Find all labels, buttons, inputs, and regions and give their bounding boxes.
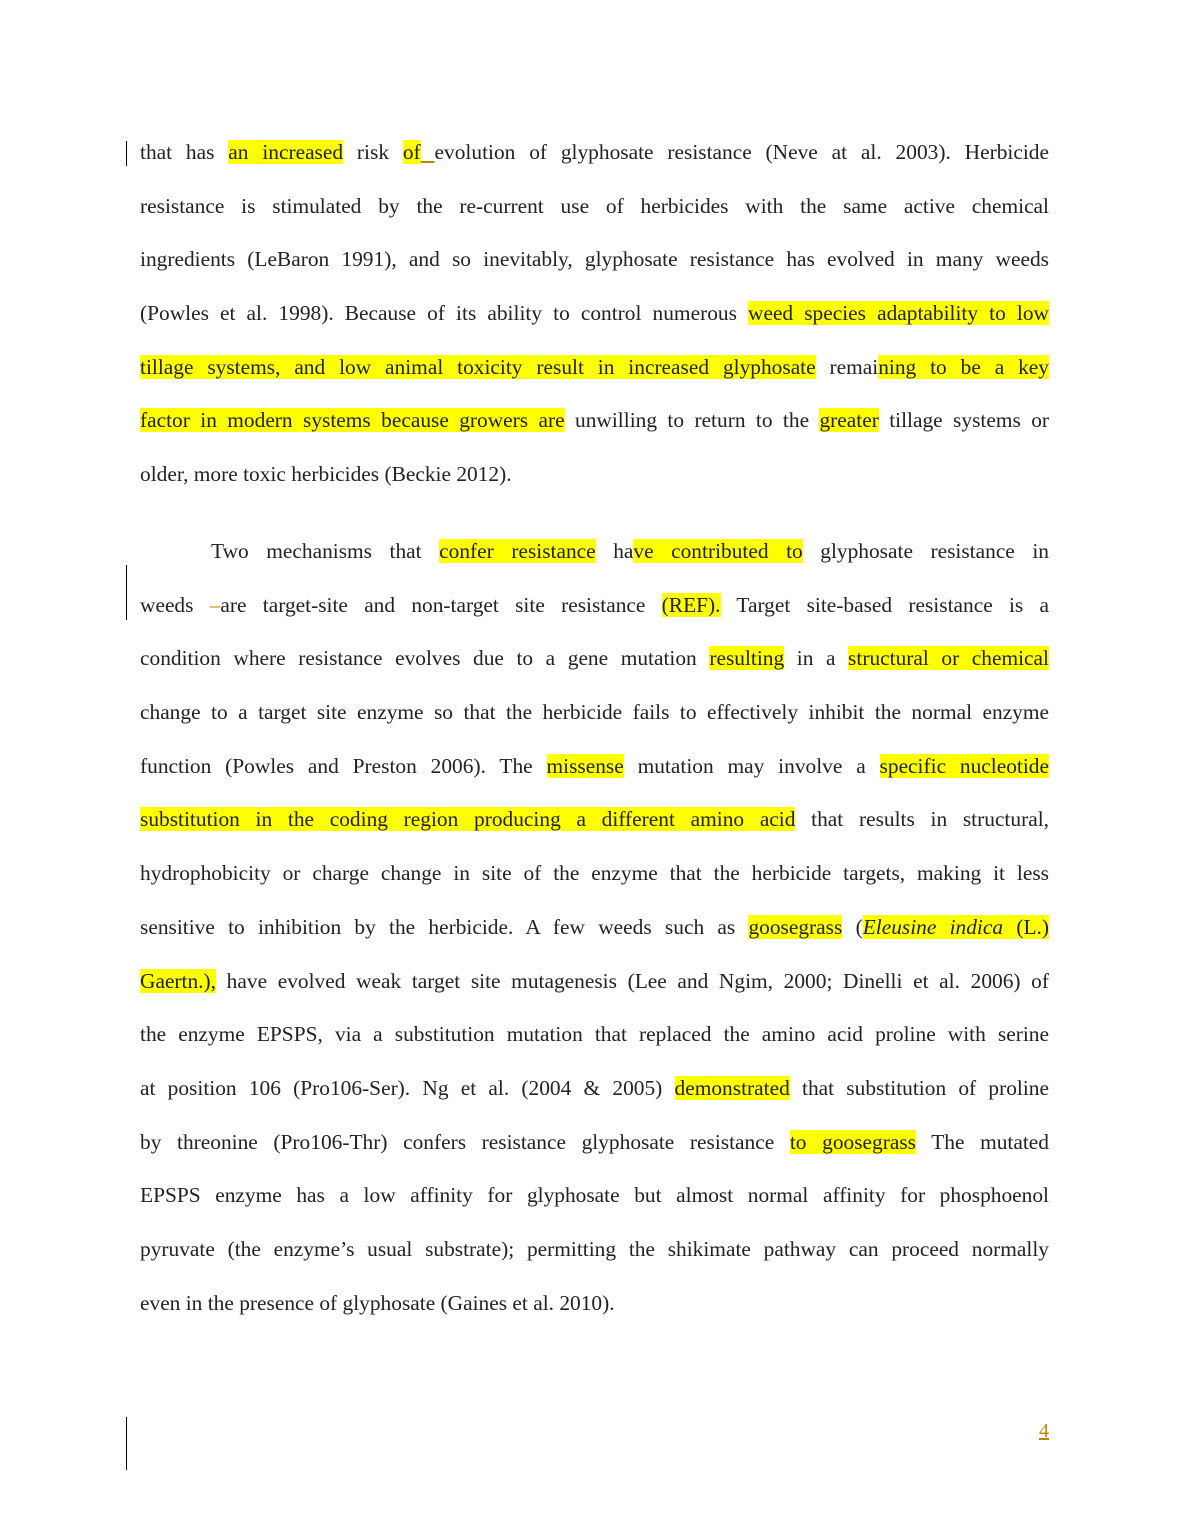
- change-bar: [126, 1417, 127, 1470]
- highlighted-text: ning to be a key: [878, 354, 1049, 379]
- paragraph-1: [140, 126, 1049, 502]
- highlighted-text: of: [402, 140, 421, 164]
- text-run: that results in structural,: [795, 807, 1049, 832]
- paragraph-2: [140, 525, 1049, 1330]
- text-line: [140, 126, 1049, 180]
- text-run: are target-site and non-target site resistance: [220, 592, 662, 617]
- text-run: that has: [140, 140, 229, 164]
- highlighted-text: greater: [819, 408, 879, 433]
- highlighted-text: resulting: [709, 646, 785, 671]
- highlighted-text: an increased: [228, 140, 344, 164]
- highlighted-text: confer resistance: [439, 539, 596, 563]
- change-bar: [126, 565, 127, 620]
- text-line: [140, 686, 1049, 740]
- highlighted-text: goosegrass: [748, 914, 843, 939]
- text-run: ha: [595, 539, 634, 563]
- text-run: The mutated: [915, 1129, 1049, 1154]
- text-line: [140, 287, 1049, 341]
- highlighted-text: Eleusine indica: [862, 914, 1004, 939]
- text-run: have evolved weak target site mutagenesis (Lee and Ngim, 2000; Dinelli et al. 2006) of: [216, 968, 1049, 993]
- text-run: (: [842, 914, 863, 939]
- highlighted-text: missense: [546, 753, 624, 778]
- change-bar: [126, 141, 127, 166]
- text-run: ingredients (LeBaron 1991), and so inevitably, glyphosate resistance has evolved in many weeds: [140, 247, 1049, 272]
- text-run: resistance is stimulated by the re-current use of herbicides with the same active chemical: [140, 193, 1049, 218]
- text-run: by threonine (Pro106-Thr) confers resistance glyphosate resistance: [140, 1129, 790, 1154]
- text-line: [140, 847, 1049, 901]
- highlighted-text: Gaertn.),: [140, 968, 217, 993]
- highlighted-text: (L.): [1003, 914, 1049, 939]
- text-run: function (Powles and Preston 2006). The: [140, 753, 547, 778]
- text-line: [140, 1116, 1049, 1170]
- text-run: evolution of glyphosate resistance (Neve at al. 2003). Herbicide: [434, 140, 1049, 164]
- text-run: EPSPS enzyme has a low affinity for glyphosate but almost normal affinity for phosphoenol: [140, 1183, 1049, 1208]
- text-run: older, more toxic herbicides (Beckie 2012).: [140, 462, 512, 487]
- text-line: [140, 955, 1049, 1009]
- text-run: tillage systems or: [878, 408, 1049, 433]
- text-line: [140, 1223, 1049, 1277]
- text-line: [140, 579, 1049, 633]
- text-run: remai: [815, 354, 879, 379]
- highlighted-text: structural or chemical: [848, 646, 1049, 671]
- text-run: condition where resistance evolves due to a gene mutation: [140, 646, 710, 671]
- text-line: [140, 1277, 1049, 1331]
- highlighted-text: factor in modern systems because growers are: [140, 408, 565, 433]
- highlighted-text: (REF).: [661, 592, 721, 617]
- tracked-insertion: [421, 140, 435, 164]
- text-run: (Powles et al. 1998). Because of its ability to control numerous: [140, 301, 748, 326]
- text-run: Target site-based resistance is a: [720, 592, 1049, 617]
- text-run: even in the presence of glyphosate (Gaines et al. 2010).: [140, 1290, 615, 1315]
- text-line: [140, 525, 1049, 579]
- text-run: Two mechanisms that: [211, 539, 440, 563]
- text-run: the enzyme EPSPS, via a substitution mutation that replaced the amino acid proline with serine: [140, 1022, 1049, 1047]
- text-line: [140, 793, 1049, 847]
- text-run: pyruvate (the enzyme’s usual substrate); permitting the shikimate pathway can proceed normally: [140, 1236, 1049, 1261]
- text-line: [140, 233, 1049, 287]
- text-line: [140, 740, 1049, 794]
- highlighted-text: demonstrated: [674, 1075, 790, 1100]
- text-run: at position 106 (Pro106-Ser). Ng et al. (2004 & 2005): [140, 1075, 675, 1100]
- text-run: mutation may involve a: [623, 753, 880, 778]
- text-line: [140, 632, 1049, 686]
- text-line: [140, 1169, 1049, 1223]
- text-line: [140, 394, 1049, 448]
- highlighted-text: substitution in the coding region producing a different amino acid: [140, 807, 796, 832]
- highlighted-text: tillage systems, and low animal toxicity result in increased glyphosate: [140, 354, 816, 379]
- text-line: [140, 901, 1049, 955]
- text-run: sensitive to inhibition by the herbicide. A few weeds such as: [140, 914, 749, 939]
- text-run: change to a target site enzyme so that the herbicide fails to effectively inhibit the normal enzyme: [140, 700, 1049, 725]
- text-line: [140, 1062, 1049, 1116]
- tracked-change-mark: –: [209, 592, 221, 617]
- text-line: [140, 180, 1049, 234]
- text-run: weeds: [140, 592, 210, 617]
- text-run: hydrophobicity or charge change in site of the enzyme that the herbicide targets, making it less: [140, 861, 1049, 886]
- highlighted-text: to goosegrass: [789, 1129, 916, 1154]
- text-line: [140, 1008, 1049, 1062]
- text-line: [140, 341, 1049, 395]
- highlighted-text: weed species adaptability to low: [748, 301, 1049, 326]
- text-run: unwilling to return to the: [564, 408, 820, 433]
- text-line: [140, 448, 1049, 502]
- text-run: that substitution of proline: [789, 1075, 1049, 1100]
- text-run: risk: [343, 140, 403, 164]
- highlighted-text: ve contributed to: [633, 539, 803, 563]
- highlighted-text: specific nucleotide: [879, 753, 1049, 778]
- page-number: 4: [1039, 1420, 1049, 1442]
- text-run: glyphosate resistance in: [802, 539, 1049, 563]
- text-run: in a: [784, 646, 849, 671]
